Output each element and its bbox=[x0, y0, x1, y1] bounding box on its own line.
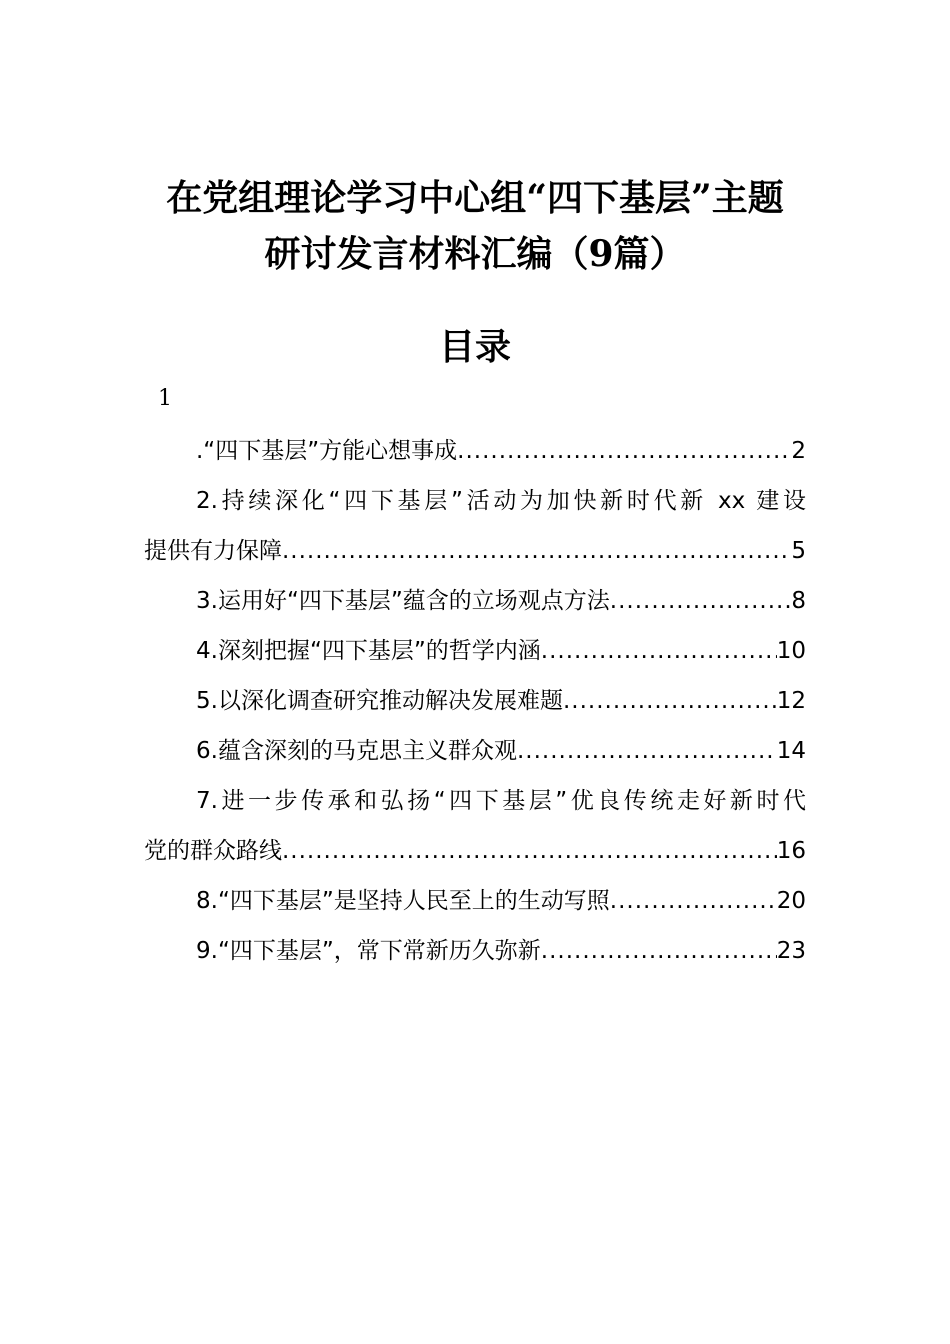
toc-page-number: 2 bbox=[791, 438, 806, 464]
toc-entry-9[interactable] bbox=[144, 926, 806, 976]
toc-entry-1[interactable] bbox=[144, 426, 806, 476]
toc-page-number: 10 bbox=[776, 638, 806, 664]
toc-leader-dots bbox=[517, 726, 777, 776]
toc-entry-4[interactable] bbox=[144, 626, 806, 676]
toc-page-number: 16 bbox=[776, 838, 806, 864]
toc-entry-8[interactable] bbox=[144, 876, 806, 926]
toc-page-number: 23 bbox=[776, 938, 806, 964]
toc-entry-label-line-2: 提供有力保障 bbox=[144, 538, 282, 564]
stray-number: 1 bbox=[158, 386, 172, 411]
toc-leader-dots bbox=[610, 576, 792, 626]
title-line-2: 研讨发言材料汇编（9篇） bbox=[264, 233, 686, 275]
toc-page-number: 8 bbox=[791, 588, 806, 614]
toc-entry-label: 8.“四下基层”是坚持人民至上的生动写照 bbox=[196, 888, 610, 914]
toc-page-number: 14 bbox=[776, 738, 806, 764]
toc-entry-label: 9.“四下基层”，常下常新历久弥新 bbox=[196, 938, 541, 964]
toc-entry-6[interactable] bbox=[144, 726, 806, 776]
toc-entry-3[interactable] bbox=[144, 576, 806, 626]
toc-entry-label-line-1: 2.持续深化“四下基层”活动为加快新时代新 xx 建设 bbox=[196, 488, 806, 514]
toc-entry-label-line-2: 党的群众路线 bbox=[144, 838, 282, 864]
toc-leader-dots bbox=[282, 826, 777, 876]
toc-entry-label: 4.深刻把握“四下基层”的哲学内涵 bbox=[196, 638, 541, 664]
toc-heading: 目录 bbox=[438, 326, 511, 368]
toc-entry-label: .“四下基层”方能心想事成 bbox=[196, 438, 458, 464]
toc-entry-2[interactable] bbox=[144, 476, 806, 576]
toc-page-number: 5 bbox=[791, 538, 806, 564]
toc-leader-dots bbox=[282, 526, 791, 576]
toc-entry-label: 5.以深化调查研究推动解决发展难题 bbox=[196, 688, 563, 714]
document-title bbox=[0, 170, 950, 282]
toc-leader-dots bbox=[541, 926, 777, 976]
toc-entry-label: 6.蕴含深刻的马克思主义群众观 bbox=[196, 738, 517, 764]
toc-leader-dots bbox=[457, 426, 791, 476]
table-of-contents bbox=[144, 426, 806, 976]
toc-entry-label-line-1: 7.进一步传承和弘扬“四下基层”优良传统走好新时代 bbox=[196, 788, 806, 814]
toc-entry-7[interactable] bbox=[144, 776, 806, 876]
title-line-1: 在党组理论学习中心组“四下基层”主题 bbox=[166, 177, 784, 219]
toc-page-number: 20 bbox=[776, 888, 806, 914]
toc-leader-dots bbox=[610, 876, 777, 926]
toc-entry-label: 3.运用好“四下基层”蕴含的立场观点方法 bbox=[196, 588, 610, 614]
toc-leader-dots bbox=[563, 676, 777, 726]
toc-leader-dots bbox=[541, 626, 777, 676]
toc-page-number: 12 bbox=[776, 688, 806, 714]
toc-entry-5[interactable] bbox=[144, 676, 806, 726]
